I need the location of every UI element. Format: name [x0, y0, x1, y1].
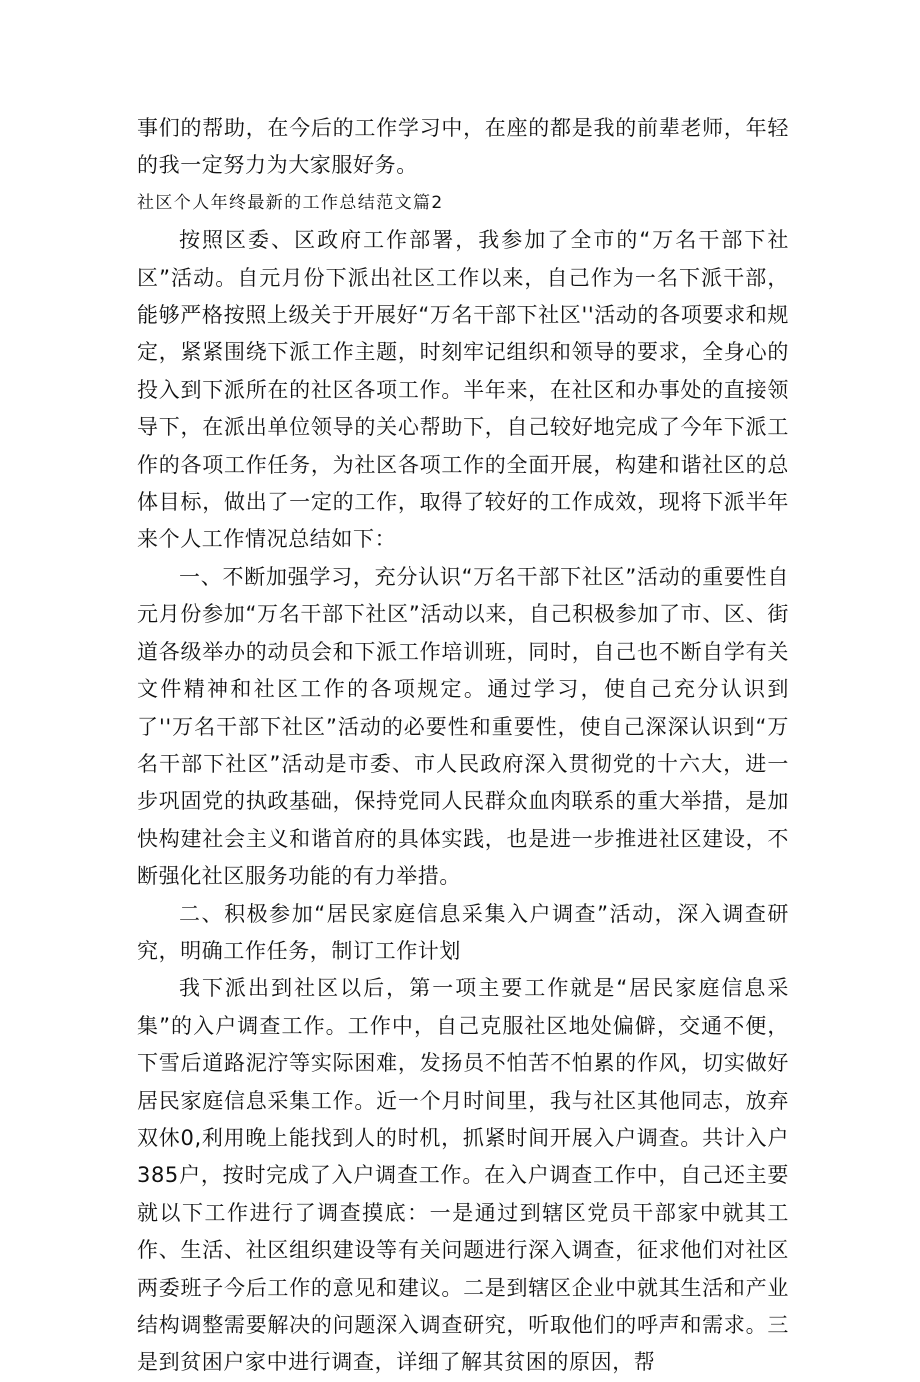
document-body — [137, 110, 789, 1382]
paragraph-intro: 按照区委、区政府工作部署，我参加了全市的“万名干部下社区”活动。自元月份下派出社区工作以来，自己作为一名下派干部，能够严格按照上级关于开展好“万名干部下社区''活动的各项要求和规定，紧紧围绕下派工作主题，时刻牢记组织和领导的要求，全身心的投入到下派所在的社区各项工作。半年来，在社区和办事处的直接领导下，在派出单位领导的关心帮助下，自己较好地完成了今年下派工作的各项工作任务，为社区各项工作的全面开展，构建和谐社区的总体目标，做出了一定的工作，取得了较好的工作成效，现将下派半年来个人工作情况总结如下： — [137, 228, 789, 552]
paragraph-section-two-title: 二、积极参加“居民家庭信息采集入户调查”活动，深入调查研究，明确工作任务，制订工作计划 — [137, 901, 789, 963]
paragraph-section-one: 一、不断加强学习，充分认识“万名干部下社区”活动的重要性自元月份参加“万名干部下社区”活动以来，自己积极参加了市、区、街道各级举办的动员会和下派工作培训班，同时，自己也不断自学有关文件精神和社区工作的各项规定。通过学习，使自己充分认识到了''万名干部下社区”活动的必要性和重要性，使自己深深认识到“万名干部下社区”活动是市委、市人民政府深入贯彻党的十六大，进一步巩固党的执政基础，保持党同人民群众血肉联系的重大举措，是加快构建社会主义和谐首府的具体实践，也是进一步推进社区建设，不断强化社区服务功能的有力举措。 — [137, 564, 789, 889]
section-heading: 社区个人年终最新的工作总结范文篇2 — [137, 192, 444, 213]
paragraph-continuation: 事们的帮助，在今后的工作学习中，在座的都是我的前辈老师，年轻的我一定努力为大家服好务。 — [137, 116, 789, 178]
paragraph-section-two-body: 我下派出到社区以后，第一项主要工作就是“居民家庭信息采集”的入户调查工作。工作中，自己克服社区地处偏僻，交通不便，下雪后道路泥泞等实际困难，发扬员不怕苦不怕累的作风，切实做好居民家庭信息采集工作。近一个月时间里，我与社区其他同志，放弃双休0,利用晚上能找到人的时机，抓紧时间开展入户调查。共计入户385户，按时完成了入户调查工作。在入户调查工作中，自己还主要就以下工作进行了调查摸底：一是通过到辖区党员干部家中就其工作、生活、社区组织建设等有关问题进行深入调查，征求他们对社区两委班子今后工作的意见和建议。二是到辖区企业中就其生活和产业结构调整需要解决的问题深入调查研究，听取他们的呼声和需求。三是到贫困户家中进行调查，详细了解其贫困的原因，帮 — [137, 976, 789, 1375]
